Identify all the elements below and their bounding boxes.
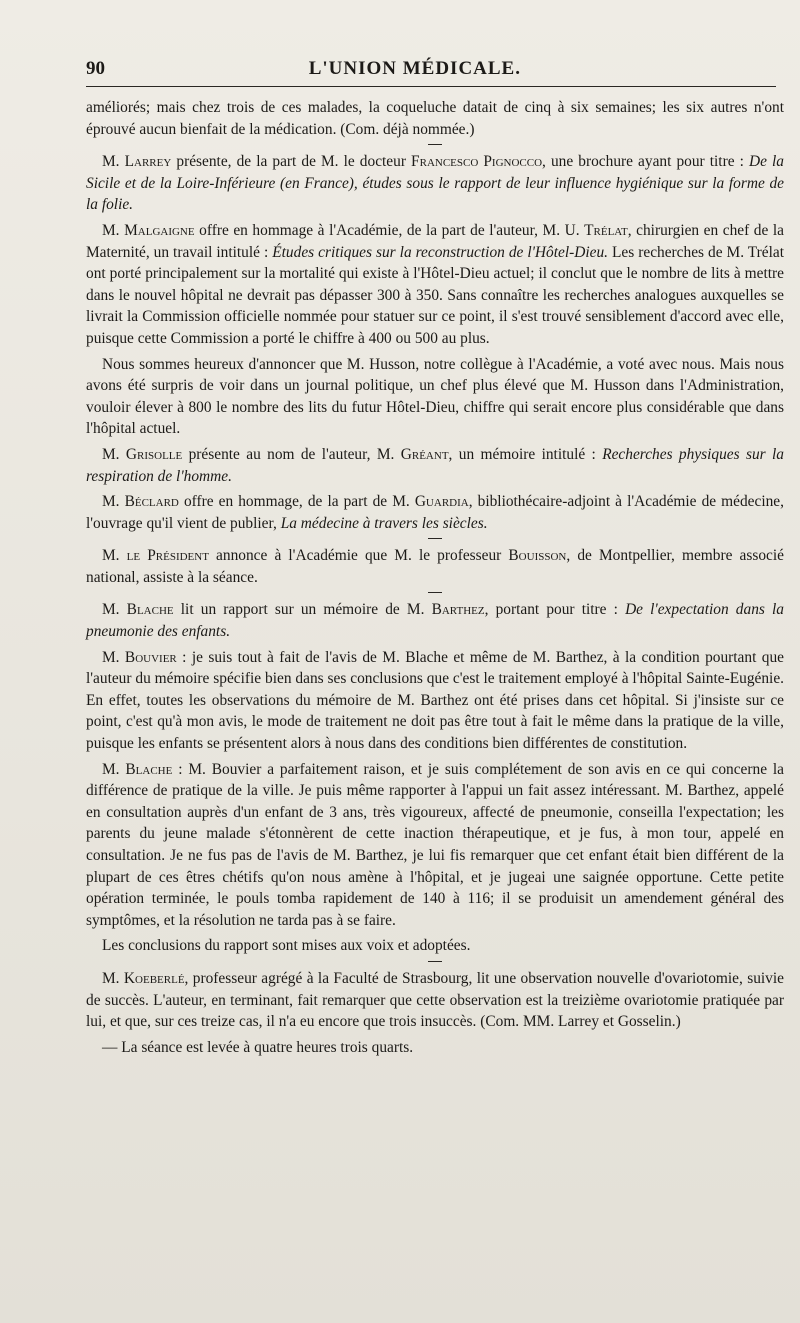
article-body [86, 97, 784, 1058]
paragraph-text: , chirurgien en chef de la Maternité, un travail intitulé : [86, 221, 784, 261]
paragraph-text: , bibliothécaire-adjoint à l'Académie de médecine, l'ouvrage qu'il vient de publier, [86, 493, 784, 532]
author-name: Bouisson [508, 547, 567, 565]
paragraph-blache-reply [86, 759, 784, 932]
page-header [86, 58, 776, 87]
author-name: Gréant [400, 445, 449, 463]
speaker-name: M. le Président [102, 547, 209, 565]
separator [428, 592, 442, 593]
paragraph-koeberle [86, 968, 784, 1033]
paragraph-conclusions: Les conclusions du rapport sont mises aux voix et adoptées. [102, 937, 471, 955]
paragraph-text: , une brochure ayant pour titre : [542, 153, 749, 171]
speaker-name: M. Koeberlé [102, 969, 185, 987]
running-title: L'UNION MÉDICALE. [308, 58, 521, 79]
paragraph-text: lit un rapport sur un mémoire de M. [173, 601, 432, 619]
paragraph-text: offre en hommage, de la part de M. [178, 493, 415, 511]
speaker-name: M. Malgaigne [102, 221, 195, 239]
paragraph-malgaigne [86, 220, 784, 350]
paragraph-text: , de Montpellier, membre associé national, assiste à la séance. [86, 547, 784, 586]
paragraph-text: annonce à l'Académie que M. le professeur [208, 547, 509, 565]
speaker-name: M. Blache [102, 601, 174, 619]
speaker-name: M. Bouvier [102, 648, 177, 666]
paragraph-beclard [86, 491, 784, 534]
paragraph-text: Les recherches de M. Trélat ont porté principalement sur la mortalité qui existe à l'Hôtel-Dieu actuel; il conclut que le nombre de lits à mettre dans le nouvel hôpital ne devrait pas dépasser 300 à 350. Sans connaître les recherches analogues auxquelles se livrait la Commission officielle nommée pour statuer sur ce point, il s'est trouvé sensiblement d'accord avec elle, puisque cette Commission a porté le chiffre à 400 ou 500 au plus. [86, 243, 784, 347]
paragraph-president [86, 545, 784, 588]
paragraph-text: , un mémoire intitulé : [448, 445, 603, 463]
paragraph-text: offre en hommage à l'Académie, de la part de l'auteur, M. U. [194, 221, 585, 239]
separator [428, 961, 442, 962]
work-title: De la Sicile et de la Loire-Inférieure (en France), études sous le rapport de leur influence hygiénique sur la forme de la folie. [86, 153, 784, 214]
paragraph-text: : je suis tout à fait de l'avis de M. Blache et même de M. Barthez, à la condition pourtant que l'auteur du mémoire spécifie bien dans ses conclusions que c'est le traitement employé à l'hôpital Sainte-Eugénie. En effet, toutes les observations du mémoire de M. Barthez ont été prises dans cet hôpital. Si j'insiste sur ce point, c'est qu'à mon avis, le mode de traitement ne doit pas être tout à fait le même dans la pratique de la ville, puisque les enfants se présentent alors à nous dans des conditions bien différentes de constitution. [86, 648, 784, 753]
work-title: La médecine à travers les siècles. [280, 514, 488, 532]
paragraph-text: , professeur agrégé à la Faculté de Strasbourg, lit une observation nouvelle d'ovariotomie, suivie de succès. L'auteur, en terminant, fait remarquer que cette observation est la treizième ovariotomie pratiquée par lui, et que, sur ces treize cas, il n'a eu encore que trois insuccès. (Com. MM. Larrey et Gosselin.) [86, 969, 784, 1031]
paragraph-bouvier [86, 647, 784, 755]
page-number: 90 [86, 58, 105, 79]
separator [428, 538, 442, 539]
work-title: Études critiques sur la reconstruction de l'Hôtel-Dieu. [272, 243, 609, 261]
separator [428, 144, 442, 145]
paragraph-blache-rapport [86, 599, 784, 642]
paragraph-seance-levee: — La séance est levée à quatre heures trois quarts. [102, 1038, 414, 1056]
paragraph-husson: Nous sommes heureux d'annoncer que M. Husson, notre collègue à l'Académie, a voté avec nous. Mais nous avons été surpris de voir dans un journal politique, un chef plus élevé que M. Husson dans l'Administration, vouloir élever à 800 le nombre des lits du futur Hôtel-Dieu, chiffre qui serait encore plus considérable que dans l'hôpital actuel. [86, 355, 784, 438]
speaker-name: M. Larrey [102, 153, 172, 171]
paragraph-text: , portant pour titre : [484, 601, 626, 619]
paragraph-larrey [86, 151, 784, 216]
author-name: Trélat [584, 221, 628, 239]
work-title: Recherches physiques sur la respiration de l'homme. [86, 445, 785, 485]
author-name: Francesco Pignocco [411, 153, 543, 171]
author-name: Barthez [431, 601, 485, 619]
paragraph-text: présente, de la part de M. le docteur [171, 153, 412, 171]
speaker-name: M. Béclard [102, 493, 179, 511]
speaker-name: M. Blache [102, 760, 173, 778]
author-name: Guardia [414, 493, 469, 511]
paragraph-coqueluche: améliorés; mais chez trois de ces malades, la coqueluche datait de cinq à six semaines; les six autres n'ont éprouvé aucun bienfait de la médication. (Com. déjà nommée.) [86, 99, 784, 138]
paragraph-grisolle [86, 444, 784, 487]
paragraph-text: présente au nom de l'auteur, M. [182, 445, 401, 463]
paragraph-text: : M. Bouvier a parfaitement raison, et je suis complétement de son avis en ce qui concerne la différence de pratique de la ville. Je puis même rapporter à l'appui un fait assez intéressant. M. Barthez, appelé en consultation auprès d'un enfant de 3 ans, très vigoureux, affecté de pneumonie, conseilla l'expectation; les parents du jeune malade s'étonnèrent de cette inaction thérapeutique, et je fus, à mon tour, appelé en consultation. Je ne fus pas de l'avis de M. Barthez, je lui fis remarquer que cet enfant était bien différent de la plupart de ces êtres chétifs qu'on nous amène à l'hôpital, et je jugeai une saignée opportune. Cette petite opération terminée, le pouls tomba rapidement de 140 à 116; il se produisit un amendement général des symptômes, et la résolution ne tarda pas à se faire. [86, 760, 785, 929]
work-title: De l'expectation dans la pneumonie des enfants. [86, 601, 785, 641]
speaker-name: M. Grisolle [102, 445, 183, 463]
